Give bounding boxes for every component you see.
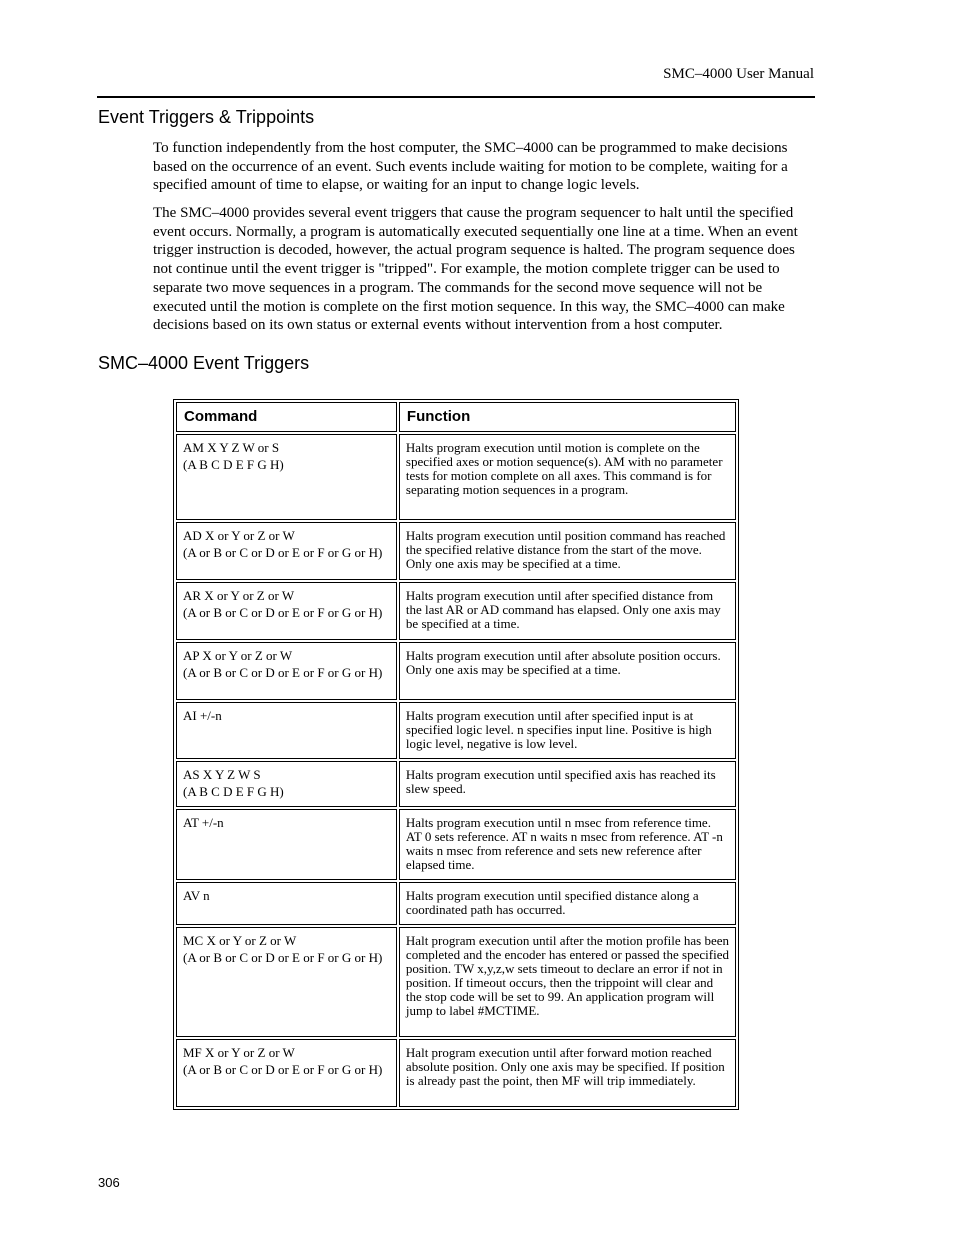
command-syntax: AT +/-n xyxy=(183,815,224,830)
table-row xyxy=(176,522,736,580)
command-cell xyxy=(176,522,397,580)
command-syntax: MC X or Y or Z or W xyxy=(183,933,297,948)
command-axes: (A or B or C or D or E or F or G or H) xyxy=(183,950,383,965)
function-cell: Halt program execution until after forward motion reached absolute position. Only one axis may be specified. If position is already past the point, then MF will trip immediately. xyxy=(399,1039,736,1107)
section-heading-event-triggers: Event Triggers & Trippoints xyxy=(98,107,315,127)
command-axes: (A B C D E F G H) xyxy=(183,457,284,472)
table-row xyxy=(176,582,736,640)
table-row xyxy=(176,1039,736,1107)
command-cell xyxy=(176,809,397,880)
function-cell: Halts program execution until specified axis has reached its slew speed. xyxy=(399,761,736,807)
command-axes: (A or B or C or D or E or F or G or H) xyxy=(183,665,383,680)
function-cell: Halts program execution until n msec from reference time. AT 0 sets reference. AT n waits n msec from reference. AT -n waits n msec from reference and sets new reference after elapsed time. xyxy=(399,809,736,880)
table-row xyxy=(176,809,736,880)
running-header: SMC–4000 User Manual xyxy=(663,66,814,82)
event-triggers-table xyxy=(173,399,739,1110)
command-syntax: AR X or Y or Z or W xyxy=(183,588,295,603)
column-header-function: Function xyxy=(399,402,736,432)
table-row xyxy=(176,642,736,700)
section-heading-smc-event-triggers: SMC–4000 Event Triggers xyxy=(98,353,310,373)
command-axes: (A or B or C or D or E or F or G or H) xyxy=(183,545,383,560)
command-syntax: AV n xyxy=(183,888,210,903)
table-header-row xyxy=(176,402,736,432)
function-cell: Halts program execution until after specified distance from the last AR or AD command has elapsed. Only one axis may be specified at a time. xyxy=(399,582,736,640)
command-cell xyxy=(176,1039,397,1107)
page-number: 306 xyxy=(98,1175,120,1190)
command-cell xyxy=(176,882,397,925)
table-row xyxy=(176,702,736,759)
event-trigger-paragraph: The SMC–4000 provides several event triggers that cause the program sequencer to halt until the specified event occurs. Normally, a program is automatically executed sequentially one line at a time. When an event trigger instruction is decoded, however, the actual program sequence is halted. The program sequence does not continue until the event trigger is "tripped". For example, the motion complete trigger can be used to separate two move sequences in a program. The commands for the second move sequence will not be executed until the motion is complete on the first motion sequence. In this way, the SMC–4000 can make decisions based on its own status or external events without intervention from a host computer. xyxy=(153,205,798,334)
command-syntax: AI +/-n xyxy=(183,708,222,723)
command-syntax: AS X Y Z W S xyxy=(183,767,261,782)
table-row xyxy=(176,882,736,925)
command-cell xyxy=(176,761,397,807)
command-axes: (A B C D E F G H) xyxy=(183,784,284,799)
table-row xyxy=(176,434,736,520)
command-syntax: MF X or Y or Z or W xyxy=(183,1045,295,1060)
command-cell xyxy=(176,702,397,759)
command-cell xyxy=(176,582,397,640)
function-cell: Halts program execution until after specified input is at specified logic level. n specifies input line. Positive is high logic level, negative is low level. xyxy=(399,702,736,759)
command-cell xyxy=(176,434,397,520)
command-syntax: AM X Y Z W or S xyxy=(183,440,280,455)
table-row xyxy=(176,761,736,807)
function-cell: Halts program execution until after absolute position occurs. Only one axis may be specified at a time. xyxy=(399,642,736,700)
command-cell xyxy=(176,927,397,1037)
column-header-command: Command xyxy=(176,402,397,432)
command-syntax: AD X or Y or Z or W xyxy=(183,528,295,543)
intro-paragraph: To function independently from the host computer, the SMC–4000 can be programmed to make decisions based on the occurrence of an event. Such events include waiting for motion to be complete, waiting for a specified amount of time to elapse, or waiting for an input to change logic levels. xyxy=(153,140,788,194)
function-cell: Halts program execution until motion is complete on the specified axes or motion sequence(s). AM with no parameter tests for motion complete on all axes. This command is for separating motion sequences in a program. xyxy=(399,434,736,520)
function-cell: Halts program execution until position command has reached the specified relative distance from the start of the move. Only one axis may be specified at a time. xyxy=(399,522,736,580)
command-cell xyxy=(176,642,397,700)
function-cell: Halt program execution until after the motion profile has been completed and the encoder has entered or passed the specified position. TW x,y,z,w sets timeout to declare an error if not in position. If timeout occurs, then the trippoint will clear and the stop code will be set to 99. An application program will jump to label #MCTIME. xyxy=(399,927,736,1037)
command-axes: (A or B or C or D or E or F or G or H) xyxy=(183,605,383,620)
function-cell: Halts program execution until specified distance along a coordinated path has occurred. xyxy=(399,882,736,925)
command-axes: (A or B or C or D or E or F or G or H) xyxy=(183,1062,383,1077)
header-rule xyxy=(97,96,815,98)
table-row xyxy=(176,927,736,1037)
command-syntax: AP X or Y or Z or W xyxy=(183,648,293,663)
